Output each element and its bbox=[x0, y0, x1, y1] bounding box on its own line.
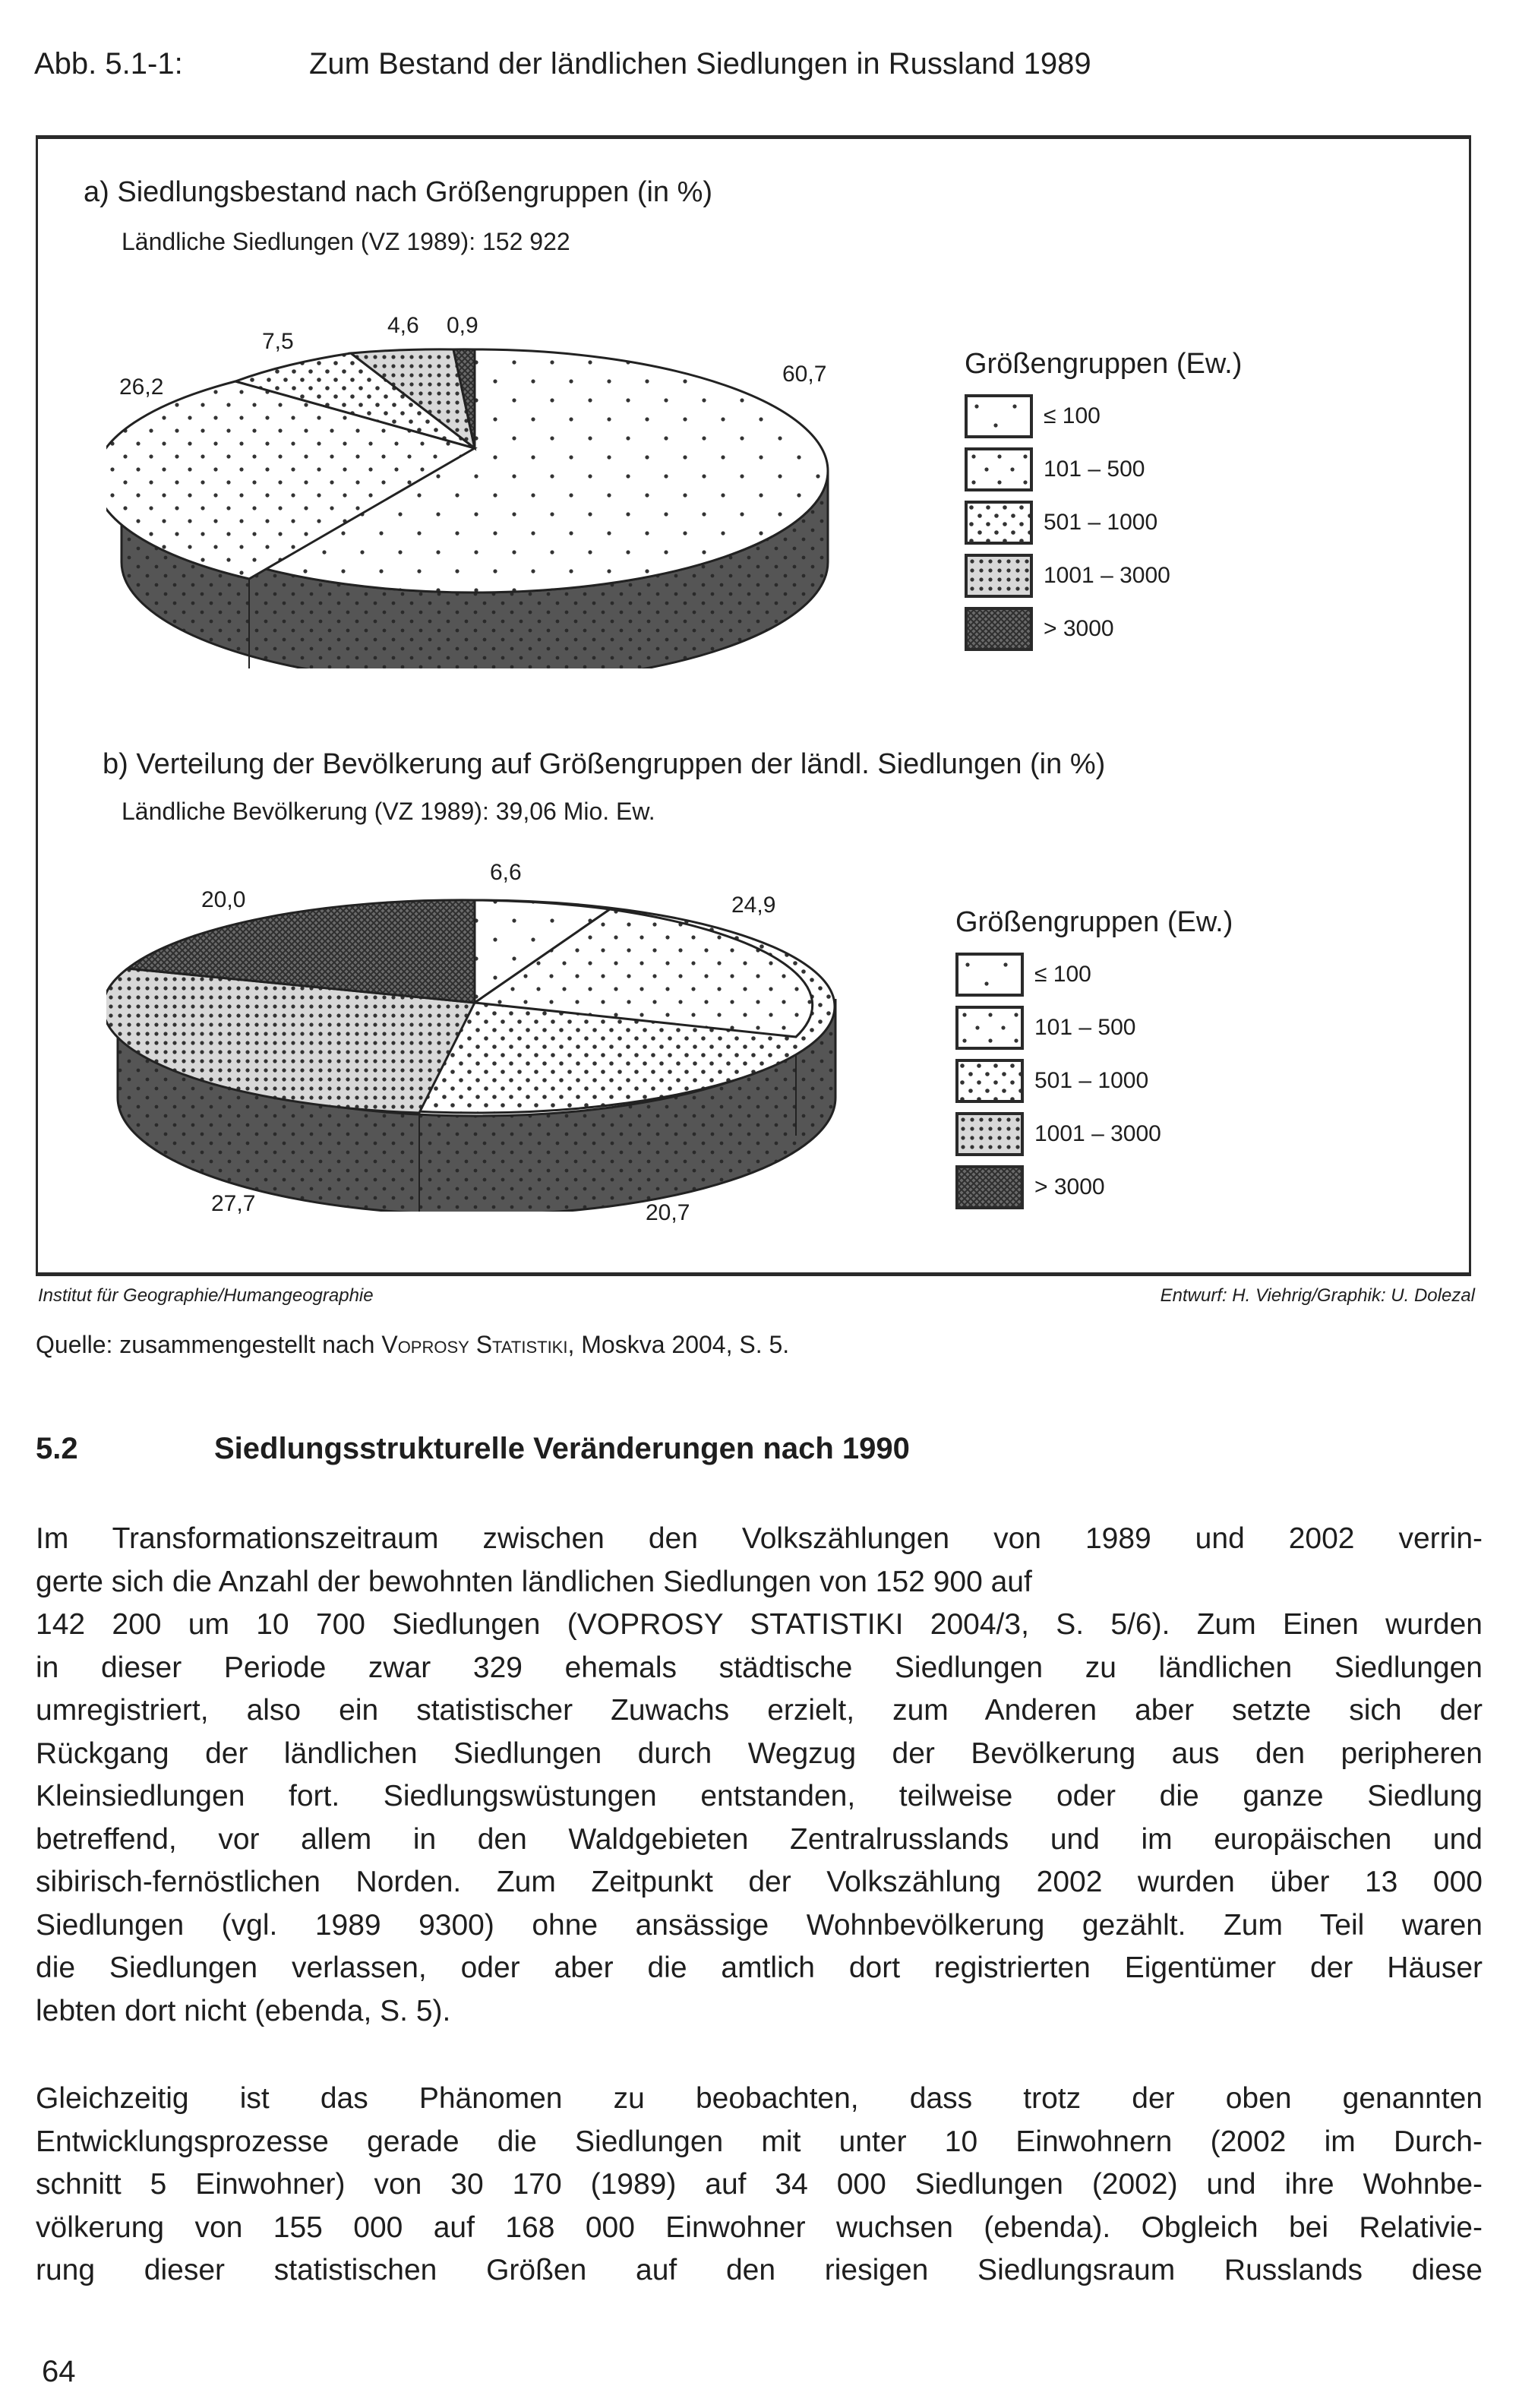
pie-b-label-1001-3000: 27,7 bbox=[211, 1191, 256, 1216]
pie-b-label-le100: 6,6 bbox=[490, 860, 522, 885]
legend-b-item: 101 – 500 bbox=[955, 1001, 1233, 1054]
section-number: 5.2 bbox=[36, 1432, 78, 1465]
legend-b-item: ≤ 100 bbox=[955, 948, 1233, 1001]
pie-a-label-le100: 60,7 bbox=[782, 362, 827, 387]
credit-authors: Entwurf: H. Viehrig/Graphik: U. Dolezal bbox=[1160, 1285, 1475, 1306]
body-paragraph-1: Im Transformationszeitraum zwischen den Volkszählungen von 1989 und 2002 verrin- gerte sich die Anzahl der bewohnten ländlichen Siedlungen von 152 900 auf 142 200 um 10 700 Siedlungen (VOPROSY STATISTIKI 2004/3, S. 5/6). Zum Einen wurden in dieser Periode zwar 329 ehemals städtische Siedlungen zu ländlichen Siedlungen umregistriert, also ein statistischer Zuwachs erzielt, zum Anderen aber setzte sich der Rückgang der ländlichen Siedlungen durch Wegzug der Bevölkerung aus den peripheren Kleinsiedlungen fort. Siedlungswüstungen entstanden, teilweise oder die ganze Siedlung betreffend, vor allem in den Waldgebieten Zentralrusslands und im europäischen und sibirisch-fernöstlichen Norden. Zum Zeitpunkt der Volkszählung 2002 wurden über 13 000 Siedlungen (vgl. 1989 9300) ohne ansässige Wohnbevölkerung gezählt. Zum Teil waren die Siedlungen verlassen, oder aber die amtlich dort registrierten Eigentümer der Häuser lebten dort nicht (ebenda, S. 5). bbox=[36, 1522, 1483, 2027]
pie-a-label-1001-3000: 4,6 bbox=[387, 313, 419, 338]
legend-b-item: 1001 – 3000 bbox=[955, 1108, 1233, 1161]
legend-b-item: 501 – 1000 bbox=[955, 1054, 1233, 1108]
chart-a-info: Ländliche Siedlungen (VZ 1989): 152 922 bbox=[122, 228, 570, 255]
legend-b-item: > 3000 bbox=[955, 1161, 1233, 1214]
pie-a-label-501-1000: 7,5 bbox=[262, 329, 294, 354]
pie-a-label-101-500: 26,2 bbox=[119, 374, 164, 400]
pie-b-label-501-1000: 20,7 bbox=[646, 1200, 690, 1225]
body-paragraph-2: Gleichzeitig ist das Phänomen zu beobachten, dass trotz der oben genannten Entwicklungsprozesse gerade die Siedlungen mit unter 10 Einwohnern (2002 im Durch- schnitt 5 Einwohner) von 30 170 (1989) auf 34 000 Siedlungen (2002) und ihre Wohnbe- völkerung von 155 000 auf 168 000 Einwohner wuchsen (ebenda). Obgleich bei Relativie- rung dieser statistischen Größen auf den riesigen Siedlungsraum Russlands diese bbox=[36, 2082, 1483, 2286]
section-heading bbox=[36, 1432, 910, 1466]
legend-b bbox=[955, 906, 1233, 1214]
chart-a-title: a) Siedlungsbestand nach Größengruppen (in %) bbox=[84, 176, 713, 208]
pie-chart-b bbox=[106, 893, 851, 1212]
pie-a-label-gt3000: 0,9 bbox=[447, 313, 478, 338]
figure-title: Zum Bestand der ländlichen Siedlungen in Russland 1989 bbox=[309, 47, 1091, 81]
legend-a-item: 101 – 500 bbox=[965, 443, 1242, 496]
section-title: Siedlungsstrukturelle Veränderungen nach 1990 bbox=[214, 1432, 910, 1465]
source-citation: Quelle: zusammengestellt nach Voprosy Statistiki, Moskva 2004, S. 5. bbox=[36, 1331, 790, 1358]
page-number: 64 bbox=[42, 2355, 76, 2388]
legend-a-item: 1001 – 3000 bbox=[965, 549, 1242, 602]
source-journal: Voprosy Statistiki bbox=[381, 1331, 568, 1358]
legend-b-title: Größengruppen (Ew.) bbox=[955, 906, 1233, 938]
pie-b-label-gt3000: 20,0 bbox=[201, 887, 246, 912]
chart-b-info: Ländliche Bevölkerung (VZ 1989): 39,06 Mio. Ew. bbox=[122, 798, 655, 825]
legend-a-item: ≤ 100 bbox=[965, 390, 1242, 443]
legend-a-item: > 3000 bbox=[965, 602, 1242, 656]
legend-a-item: 501 – 1000 bbox=[965, 496, 1242, 549]
pie-chart-a bbox=[106, 334, 851, 668]
figure-caption bbox=[34, 47, 1091, 81]
legend-a-title: Größengruppen (Ew.) bbox=[965, 348, 1243, 380]
chart-b-title: b) Verteilung der Bevölkerung auf Größengruppen der ländl. Siedlungen (in %) bbox=[103, 748, 1106, 780]
legend-a bbox=[965, 348, 1242, 656]
figure-number: Abb. 5.1-1: bbox=[34, 47, 183, 81]
pie-b-label-101-500: 24,9 bbox=[731, 893, 776, 918]
credit-institute: Institut für Geographie/Humangeographie bbox=[38, 1285, 374, 1306]
